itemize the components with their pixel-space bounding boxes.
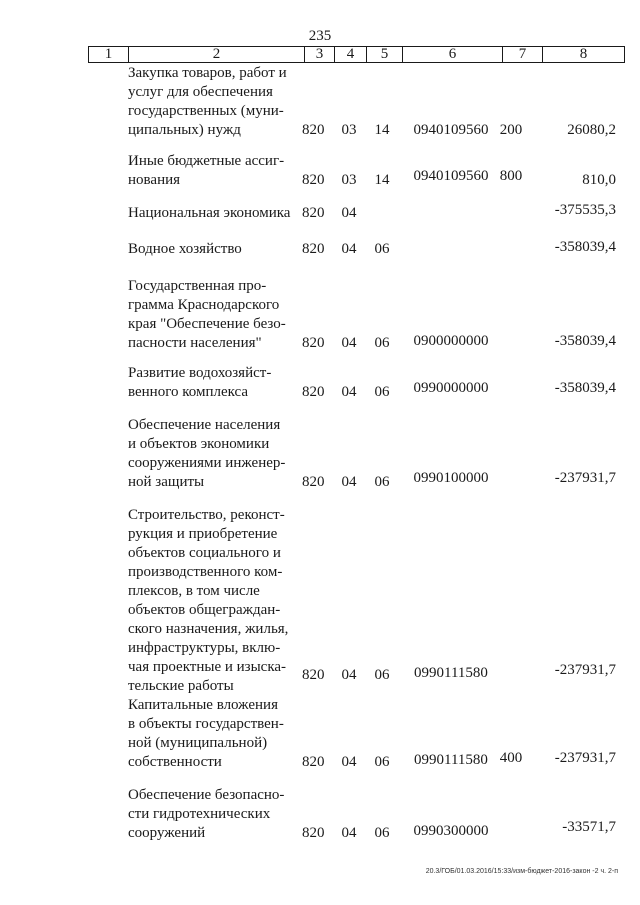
row-rz: 04 <box>341 754 357 770</box>
row-pr: 14 <box>374 172 390 188</box>
row-cs: 0990100000 <box>413 470 489 486</box>
row-vr: 400 <box>499 750 523 766</box>
row-cs: 0900000000 <box>413 333 489 349</box>
row-sum: -237931,7 <box>554 662 616 678</box>
row-rz: 04 <box>341 384 357 400</box>
row-gr: 820 <box>302 667 325 683</box>
row-name: Капитальные вложения в объекты государствен- ной (муниципальной) собственности <box>128 697 284 770</box>
header-col-8: 8 <box>543 47 625 63</box>
row-name: Государственная про- грамма Краснодарского края "Обеспечение безо- пасности населения" <box>128 278 286 351</box>
row-pr: 06 <box>374 667 390 683</box>
row-name: Национальная экономика <box>128 205 291 221</box>
row-name: Развитие водохозяйст- венного комплекса <box>128 365 272 400</box>
row-sum: 810,0 <box>582 172 616 188</box>
header-col-1: 1 <box>89 47 129 63</box>
row-cs: 0990300000 <box>413 823 489 839</box>
row-name: Обеспечение населения и объектов экономики сооружениями инженер- ной защиты <box>128 417 286 490</box>
row-pr: 06 <box>374 825 390 841</box>
document-footer: 20.3/ГОБ/01.03.2016/15:33/изм-бюджет-2016-закон -2 ч. 2-п <box>425 868 618 875</box>
row-sum: -358039,4 <box>554 333 616 349</box>
row-cs: 0990111580 <box>414 752 488 768</box>
row-sum: -237931,7 <box>554 470 616 486</box>
row-name: Иные бюджетные ассиг- нования <box>128 153 285 188</box>
header-col-5: 5 <box>367 47 403 63</box>
header-col-3: 3 <box>305 47 335 63</box>
row-gr: 820 <box>302 241 325 257</box>
header-col-7: 7 <box>503 47 543 63</box>
row-pr: 06 <box>374 241 390 257</box>
row-sum: -237931,7 <box>554 750 616 766</box>
row-gr: 820 <box>302 335 325 351</box>
row-rz: 04 <box>341 241 357 257</box>
header-col-4: 4 <box>335 47 367 63</box>
row-sum: -375535,3 <box>554 202 616 218</box>
row-sum: 26080,2 <box>567 122 616 138</box>
row-sum: -358039,4 <box>554 380 616 396</box>
row-rz: 03 <box>341 122 357 138</box>
row-gr: 820 <box>302 474 325 490</box>
row-gr: 820 <box>302 754 325 770</box>
row-pr: 06 <box>374 474 390 490</box>
row-pr: 06 <box>374 754 390 770</box>
row-gr: 820 <box>302 172 325 188</box>
row-name: Закупка товаров, работ и услуг для обеспечения государственных (муни- ципальных) нужд <box>128 65 287 138</box>
row-rz: 04 <box>341 474 357 490</box>
row-name: Водное хозяйство <box>128 241 242 257</box>
column-header-table <box>88 46 625 63</box>
row-rz: 04 <box>341 825 357 841</box>
header-col-2: 2 <box>129 47 305 63</box>
row-gr: 820 <box>302 205 325 221</box>
row-cs: 0990000000 <box>413 380 489 396</box>
row-gr: 820 <box>302 825 325 841</box>
row-name: Обеспечение безопасно- сти гидротехнических сооружений <box>128 787 285 841</box>
row-rz: 04 <box>341 667 357 683</box>
row-rz: 04 <box>341 335 357 351</box>
row-sum: -33571,7 <box>562 819 616 835</box>
row-cs: 0940109560 <box>413 122 489 138</box>
page-number: 235 <box>308 28 332 44</box>
row-sum: -358039,4 <box>554 239 616 255</box>
row-pr: 14 <box>374 122 390 138</box>
row-name: Строительство, реконст- рукция и приобретение объектов социального и производственного ком- плексов, в том числе объектов общеграждан- ского назначения, жилья, инфраструктуры, вклю- чая проектные и изыска- тельские работы <box>128 507 289 694</box>
row-cs: 0940109560 <box>413 168 489 184</box>
row-cs: 0990111580 <box>414 665 488 681</box>
row-rz: 04 <box>341 205 357 221</box>
row-vr: 800 <box>499 168 523 184</box>
header-col-6: 6 <box>403 47 503 63</box>
row-pr: 06 <box>374 384 390 400</box>
row-gr: 820 <box>302 384 325 400</box>
row-rz: 03 <box>341 172 357 188</box>
row-vr: 200 <box>499 122 523 138</box>
row-gr: 820 <box>302 122 325 138</box>
row-pr: 06 <box>374 335 390 351</box>
